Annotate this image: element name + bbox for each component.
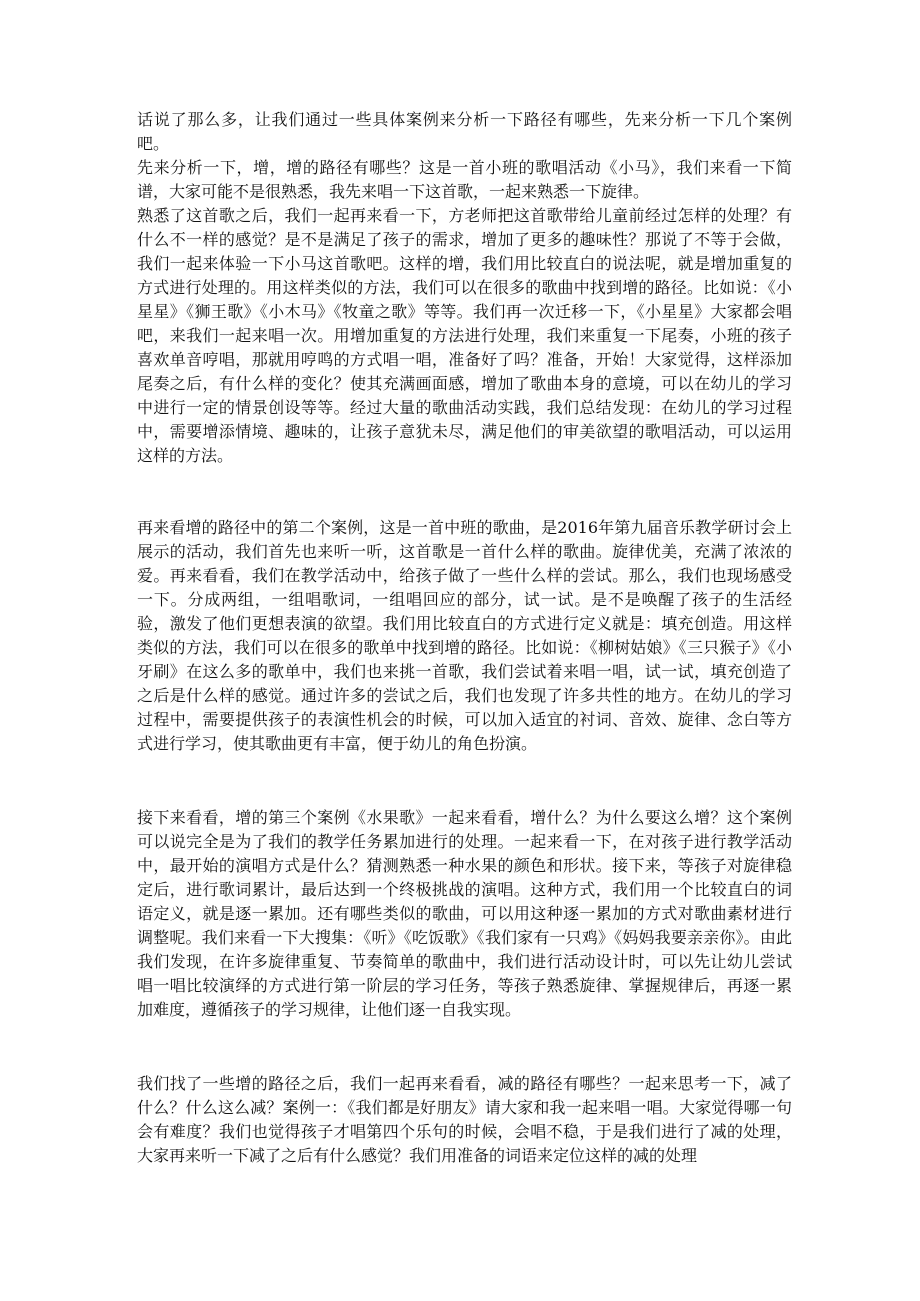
- paragraph-intro: 话说了那么多，让我们通过一些具体案例来分析一下路径有哪些，先来分析一下几个案例吧。: [137, 110, 792, 153]
- paragraph-case1-intro: 先来分析一下，增，增的路径有哪些？这是一首小班的歌唱活动《小马》，我们来看一下简谱，大家可能不是很熟悉，我先来唱一下这首歌，一起来熟悉一下旋律。: [137, 158, 792, 201]
- paragraph-case1-detail: 熟悉了这首歌之后，我们一起再来看一下，方老师把这首歌带给儿童前经过怎样的处理？有什么不一样的感觉？是不是满足了孩子的需求，增加了更多的趣味性？那说了不等于会做，我们一起来体验一下小马这首歌吧。这样的增，我们用比较直白的说法呢，就是增加重复的方式进行处理的。用这样类似的方法，我们可以在很多的歌曲中找到增的路径。比如说：《小星星》《狮王歌》《小木马》《牧童之歌》等等。我们再一次迁移一下，《小星星》大家都会唱吧，来我们一起来唱一次。用增加重复的方法进行处理，我们来重复一下尾奏，小班的孩子喜欢单音哼唱，那就用哼鸣的方式唱一唱，准备好了吗？准备，开始！大家觉得，这样添加尾奏之后，有什么样的变化？使其充满画面感，增加了歌曲本身的意境，可以在幼儿的学习中进行一定的情景创设等等。经过大量的歌曲活动实践，我们总结发现：在幼儿的学习过程中，需要增添情境、趣味的，让孩子意犹未尽，满足他们的审美欲望的歌唱活动，可以运用这样的方法。: [137, 206, 792, 465]
- paragraph-case3: 接下来看看，增的第三个案例《水果歌》一起来看看，增什么？为什么要这么增？这个案例可以说完全是为了我们的教学任务累加进行的处理。一起来看一下，在对孩子进行教学活动中，最开始的演唱方式是什么？猜测熟悉一种水果的颜色和形状。接下来，等孩子对旋律稳定后，进行歌词累计，最后达到一个终极挑战的演唱。这种方式，我们用一个比较直白的词语定义，就是逐一累加。还有哪些类似的歌曲，可以用这种逐一累加的方式对歌曲素材进行调整呢。我们来看一下大搜集：《听》《吃饭歌》《我们家有一只鸡》《妈妈我要亲亲你》。由此我们发现，在许多旋律重复、节奏简单的歌曲中，我们进行活动设计时，可以先让幼儿尝试唱一唱比较演绎的方式进行第一阶层的学习任务，等孩子熟悉旋律、掌握规律后，再逐一累加难度，遵循孩子的学习规律，让他们逐一自我实现。: [137, 808, 792, 1019]
- paragraph-reduce-intro: 我们找了一些增的路径之后，我们一起再来看看，减的路径有哪些？一起来思考一下，减了什么？什么这么减？案例一：《我们都是好朋友》请大家和我一起来唱一唱。大家觉得哪一句会有难度？我们也觉得孩子才唱第四个乐句的时候，会唱不稳，于是我们进行了减的处理，大家再来听一下减了之后有什么感觉？我们用准备的词语来定位这样的减的处理: [137, 1074, 792, 1165]
- document-body: [137, 108, 792, 1168]
- paragraph-case2: 再来看增的路径中的第二个案例，这是一首中班的歌曲，是2016年第九届音乐教学研讨会上展示的活动，我们首先也来听一听，这首歌是一首什么样的歌曲。旋律优美，充满了浓浓的爱。再来看看，我们在教学活动中，给孩子做了一些什么样的尝试。那么，我们也现场感受一下。分成两组，一组唱歌词，一组唱回应的部分，试一试。是不是唤醒了孩子的生活经验，激发了他们更想表演的欲望。我们用比较直白的方式进行定义就是：填充创造。用这样类似的方法，我们可以在很多的歌单中找到增的路径。比如说：《柳树姑娘》《三只猴子》《小牙刷》在这么多的歌单中，我们也来挑一首歌，我们尝试着来唱一唱，试一试，填充创造了之后是什么样的感觉。通过许多的尝试之后，我们也发现了许多共性的地方。在幼儿的学习过程中，需要提供孩子的表演性机会的时候，可以加入适宜的衬词、音效、旋律、念白等方式进行学习，使其歌曲更有丰富，便于幼儿的角色扮演。: [137, 518, 792, 753]
